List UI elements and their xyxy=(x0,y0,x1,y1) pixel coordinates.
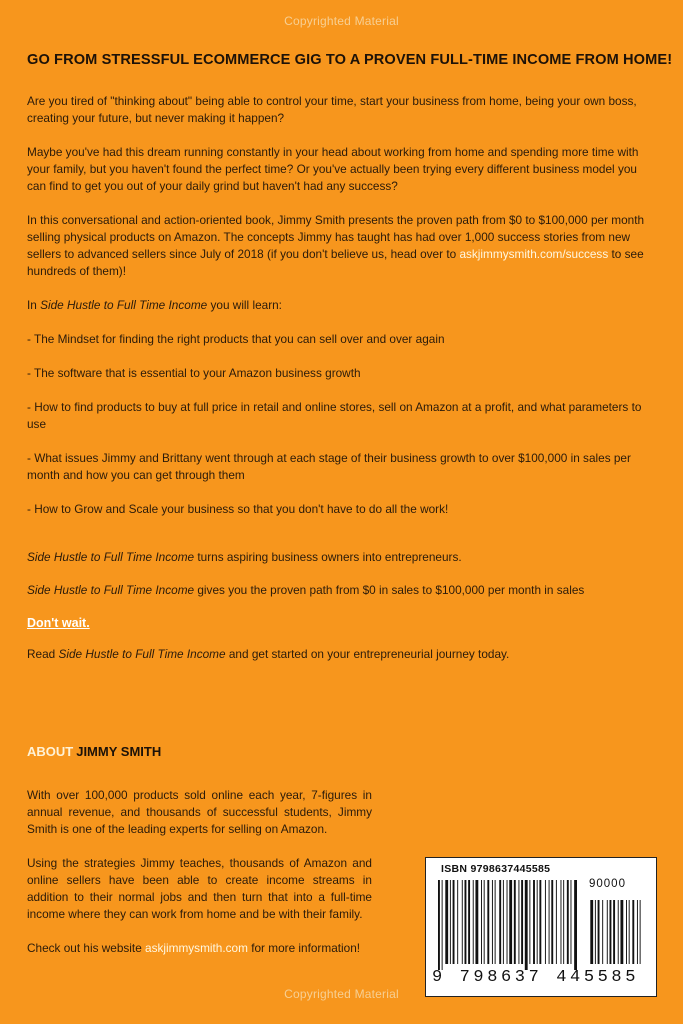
barcode-bar xyxy=(481,880,482,964)
learn-intro-prefix: In xyxy=(27,298,41,312)
barcode-bar xyxy=(521,880,523,964)
website-prefix: Check out his website xyxy=(27,941,146,955)
barcode-bar xyxy=(492,880,493,964)
price-barcode-bar xyxy=(610,900,612,964)
price-barcode-bar xyxy=(640,900,641,964)
concept-text-1: In this conversational and action-oriented book, Jimmy Smith presents the proven path from $0 to $100,000 per month selling physical products on Amazon. The concepts Jimmy has taught has had over 1,000 success stories from new sellers to advanced sellers since July of 2018 (if you don't believe us, head over to xyxy=(27,213,645,261)
price-barcode-bar xyxy=(618,900,619,964)
price-barcode-bar xyxy=(607,900,608,964)
barcode-bar xyxy=(537,880,538,964)
copyright-watermark-top: Copyrighted Material xyxy=(284,14,399,28)
bullet-3: - How to find products to buy at full price in retail and online stores, sell on Amazon at a profit, and what parameters to use xyxy=(27,400,642,431)
book-title: Side Hustle to Full Time Income xyxy=(27,550,195,564)
barcode-bar xyxy=(499,880,501,964)
about-heading xyxy=(27,744,161,759)
learn-intro xyxy=(27,297,657,314)
headline: GO FROM STRESSFUL ECOMMERCE GIG TO A PROVEN FULL-TIME INCOME FROM HOME! xyxy=(27,52,673,68)
concept-text-2: to see hundreds of them)! xyxy=(27,247,644,278)
bullet-5: - How to Grow and Scale your business so that you don't have to do all the work! xyxy=(27,502,449,516)
barcode-bar xyxy=(561,880,562,964)
website-line xyxy=(27,940,372,957)
price-barcode-bar xyxy=(637,900,638,964)
dont-wait xyxy=(27,615,657,632)
bullet-1: - The Mindset for finding the right products that you can sell over and over again xyxy=(27,332,445,346)
price-barcode-bar xyxy=(602,900,603,964)
isbn-barcode xyxy=(425,857,657,997)
barcode-bar xyxy=(574,880,577,970)
barcode-bars xyxy=(436,880,646,972)
barcode-bar xyxy=(465,880,467,964)
book-title: Side Hustle to Full Time Income xyxy=(27,583,195,597)
price-barcode-bar xyxy=(620,900,623,964)
barcode-bar xyxy=(551,880,553,964)
price-barcode-bar xyxy=(613,900,615,964)
claim-2 xyxy=(27,582,657,599)
barcode-bar xyxy=(514,880,516,964)
copyright-watermark-bottom: Copyrighted Material xyxy=(284,987,399,1001)
concept-paragraph xyxy=(27,212,657,280)
barcode-digits: 9 798637 445585 xyxy=(432,968,640,987)
price-barcode-bar xyxy=(632,900,634,964)
claim-1-text: turns aspiring business owners into entrepreneurs. xyxy=(194,550,462,564)
barcode-bar xyxy=(539,880,541,964)
barcode-bar xyxy=(468,880,470,964)
barcode-bar xyxy=(503,880,504,964)
barcode-bar xyxy=(450,880,451,964)
barcode-bar xyxy=(563,880,564,964)
intro-paragraph-2: Maybe you've had this dream running constantly in your head about working from home and spending more time with your family, but you haven't found the perfect time? Or you've actually been trying every different business model you can find to get you out of your daily grind but haven't had any success? xyxy=(27,145,639,193)
author-bio xyxy=(27,787,372,957)
barcode-bar xyxy=(453,880,455,964)
barcode-bar xyxy=(533,880,535,964)
isbn-label: ISBN 9798637445585 xyxy=(441,863,551,875)
barcode-bar xyxy=(457,880,458,964)
barcode-bar xyxy=(556,880,557,964)
call-to-action xyxy=(27,646,657,663)
barcode-bar xyxy=(529,880,530,964)
price-barcode-bar xyxy=(595,900,596,964)
bullet-2: - The software that is essential to your Amazon business growth xyxy=(27,366,361,380)
barcode-bar xyxy=(509,880,512,964)
price-code: 90000 xyxy=(589,878,626,890)
barcode-bar xyxy=(545,880,546,964)
website-link[interactable]: askjimmysmith.com xyxy=(145,941,248,955)
cta-suffix: and get started on your entrepreneurial journey today. xyxy=(225,647,510,661)
price-barcode-bar xyxy=(626,900,627,964)
barcode-bar xyxy=(525,880,528,970)
barcode-bar xyxy=(445,880,448,964)
bullet-4: - What issues Jimmy and Brittany went through at each stage of their business growth to over $100,000 in sales per month and how you can get through them xyxy=(27,451,631,482)
claim-1 xyxy=(27,549,657,566)
barcode-bar xyxy=(484,880,485,964)
about-label: ABOUT xyxy=(27,744,74,759)
barcode-bar xyxy=(567,880,569,964)
price-barcode-bar xyxy=(598,900,600,964)
description-body xyxy=(27,93,657,663)
barcode-bar xyxy=(475,880,478,964)
price-barcode-bar xyxy=(590,900,593,964)
author-name: JIMMY SMITH xyxy=(76,744,162,759)
barcode-bar xyxy=(518,880,519,964)
barcode-bar xyxy=(462,880,463,964)
price-barcode-bar xyxy=(629,900,630,964)
book-title: Side Hustle to Full Time Income xyxy=(58,647,226,661)
learn-intro-suffix: you will learn: xyxy=(207,298,282,312)
barcode-bar xyxy=(571,880,572,964)
dont-wait-text: Don't wait. xyxy=(27,616,90,630)
barcode-bar xyxy=(442,880,443,970)
barcode-bar xyxy=(487,880,489,964)
success-link[interactable]: askjimmysmith.com/success xyxy=(459,247,609,261)
intro-paragraph-1: Are you tired of "thinking about" being able to control your time, start your business from home, being your own boss, creating your future, but never making it happen? xyxy=(27,94,637,125)
bio-paragraph-1: With over 100,000 products sold online each year, 7-figures in annual revenue, and thousands of successful students, Jimmy Smith is one of the leading experts for selling on Amazon. xyxy=(27,788,372,836)
website-suffix: for more information! xyxy=(247,941,361,955)
book-title: Side Hustle to Full Time Income xyxy=(40,298,208,312)
barcode-bar xyxy=(549,880,550,964)
barcode-bar xyxy=(473,880,474,964)
barcode-bar xyxy=(495,880,496,964)
bio-paragraph-2: Using the strategies Jimmy teaches, thousands of Amazon and online sellers have been able to create income streams in addition to their normal jobs and then turn that into a full-time income where they can work from home and be with their family. xyxy=(27,856,372,921)
claim-2-text: gives you the proven path from $0 in sales to $100,000 per month in sales xyxy=(194,583,585,597)
cta-prefix: Read xyxy=(27,647,59,661)
barcode-bar xyxy=(438,880,440,970)
barcode-bar xyxy=(507,880,508,964)
